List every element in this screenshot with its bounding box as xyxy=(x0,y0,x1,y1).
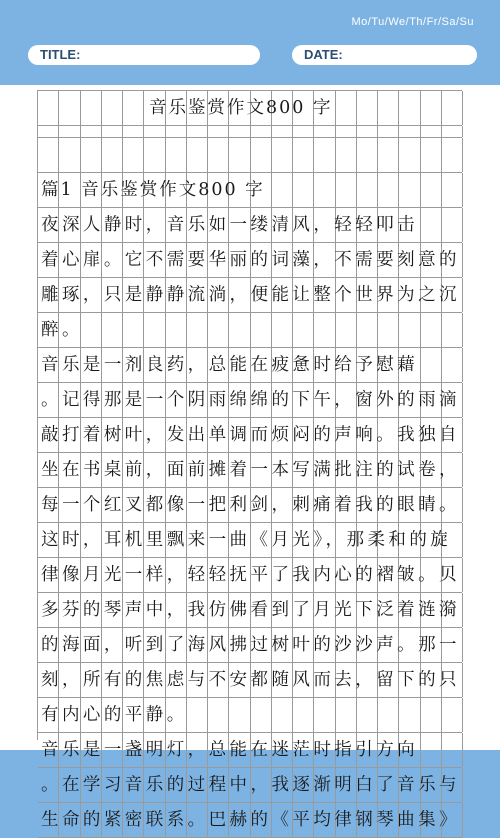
grid-cell xyxy=(102,126,123,137)
grid-cell xyxy=(229,126,250,137)
grid-cell xyxy=(81,126,102,137)
grid-cell xyxy=(314,126,335,137)
grid-cell xyxy=(38,138,59,172)
grid-cell xyxy=(251,126,272,137)
grid-row xyxy=(38,663,462,698)
title-field[interactable] xyxy=(28,45,260,65)
grid-row xyxy=(38,138,462,173)
line-text: 坐在书桌前，面前摊着一本写满批注的试卷， xyxy=(41,460,460,480)
line-text: 。记得那是一个阴雨绵绵的下午，窗外的雨滴 xyxy=(41,390,460,410)
grid-cell xyxy=(336,126,357,137)
grid-cell xyxy=(144,126,165,137)
paper-sheet xyxy=(0,85,500,830)
line-text: 夜深人静时，音乐如一缕清风，轻轻叩击 xyxy=(41,215,419,235)
grid-cell xyxy=(208,138,229,172)
grid-cell xyxy=(144,138,165,172)
grid-cell xyxy=(314,138,335,172)
grid-cell xyxy=(166,126,187,137)
grid-row xyxy=(38,593,462,628)
grid-cell xyxy=(357,138,378,172)
grid-cell xyxy=(293,138,314,172)
grid-cell xyxy=(123,138,144,172)
grid-row xyxy=(38,733,462,768)
line-text: 着心扉。它不需要华丽的词藻，不需要刻意的 xyxy=(41,250,460,270)
heading-text: 篇1 音乐鉴赏作文800 字 xyxy=(41,180,265,200)
grid-row xyxy=(38,348,462,383)
grid-cell xyxy=(272,126,293,137)
line-text: 有内心的平静。 xyxy=(41,705,188,725)
line-text: 音乐是一剂良药，总能在疲惫时给予慰藉 xyxy=(41,355,419,375)
weekday-selector[interactable]: Mo/Tu/We/Th/Fr/Sa/Su xyxy=(351,16,474,28)
grid-cell xyxy=(336,138,357,172)
grid-cell xyxy=(357,126,378,137)
line-text: 醉。 xyxy=(41,320,83,340)
grid-row xyxy=(38,768,462,803)
grid-cell xyxy=(442,126,463,137)
grid-row xyxy=(38,313,462,348)
grid-cell xyxy=(378,138,399,172)
grid-cell xyxy=(208,126,229,137)
grid-cell xyxy=(293,126,314,137)
grid-cell xyxy=(272,138,293,172)
grid-cell xyxy=(59,138,80,172)
grid-cell xyxy=(81,138,102,172)
grid-row xyxy=(38,523,462,558)
grid-row xyxy=(38,91,462,126)
grid-spacer-row xyxy=(38,126,462,138)
grid-cell xyxy=(378,126,399,137)
line-text: 这时，耳机里飘来一曲《月光》，那柔和的旋 xyxy=(41,530,452,550)
title-label: TITLE: xyxy=(40,47,81,62)
grid-cell xyxy=(187,126,208,137)
line-text: 每一个红叉都像一把利剑，刺痛着我的眼睛。 xyxy=(41,495,460,515)
grid-cell xyxy=(421,138,442,172)
grid-row xyxy=(38,278,462,313)
grid-cell xyxy=(399,126,420,137)
line-text: 敲打着树叶，发出单调而烦闷的声响。我独自 xyxy=(41,425,460,445)
grid-cell xyxy=(166,138,187,172)
grid-row xyxy=(38,383,462,418)
grid-row xyxy=(38,243,462,278)
grid-row xyxy=(38,488,462,523)
line-text: 雕琢，只是静静流淌，便能让整个世界为之沉 xyxy=(41,285,460,305)
grid-cell xyxy=(229,138,250,172)
grid-row xyxy=(38,628,462,663)
grid-cell xyxy=(442,138,463,172)
line-text: 刻，所有的焦虑与不安都随风而去，留下的只 xyxy=(41,670,460,690)
line-text: 律像月光一样，轻轻抚平了我内心的褶皱。贝 xyxy=(41,565,460,585)
grid-cell xyxy=(123,126,144,137)
grid-cell xyxy=(38,126,59,137)
line-text: 生命的紧密联系。巴赫的《平均律钢琴曲集》 xyxy=(41,810,460,830)
line-text: 多芬的琴声中，我仿佛看到了月光下泛着涟漪 xyxy=(41,600,460,620)
grid-row xyxy=(38,453,462,488)
grid-cell xyxy=(102,138,123,172)
grid-cell xyxy=(399,138,420,172)
grid-row xyxy=(38,418,462,453)
line-text: 的海面，听到了海风拂过树叶的沙沙声。那一 xyxy=(41,635,460,655)
grid-cell xyxy=(187,138,208,172)
grid-row xyxy=(38,803,462,838)
grid-row xyxy=(38,173,462,208)
line-text: 音乐是一盏明灯，总能在迷茫时指引方向 xyxy=(41,740,419,760)
grid-row xyxy=(38,698,462,733)
line-text: 。在学习音乐的过程中，我逐渐明白了音乐与 xyxy=(41,775,460,795)
grid-cell xyxy=(59,126,80,137)
grid-row xyxy=(38,208,462,243)
grid-cell xyxy=(421,126,442,137)
date-label: DATE: xyxy=(304,47,343,62)
date-field[interactable] xyxy=(292,45,477,65)
grid-row xyxy=(38,558,462,593)
heading-text: 音乐鉴赏作文800 字 xyxy=(149,98,333,118)
writing-grid xyxy=(37,90,462,830)
grid-cell xyxy=(251,138,272,172)
